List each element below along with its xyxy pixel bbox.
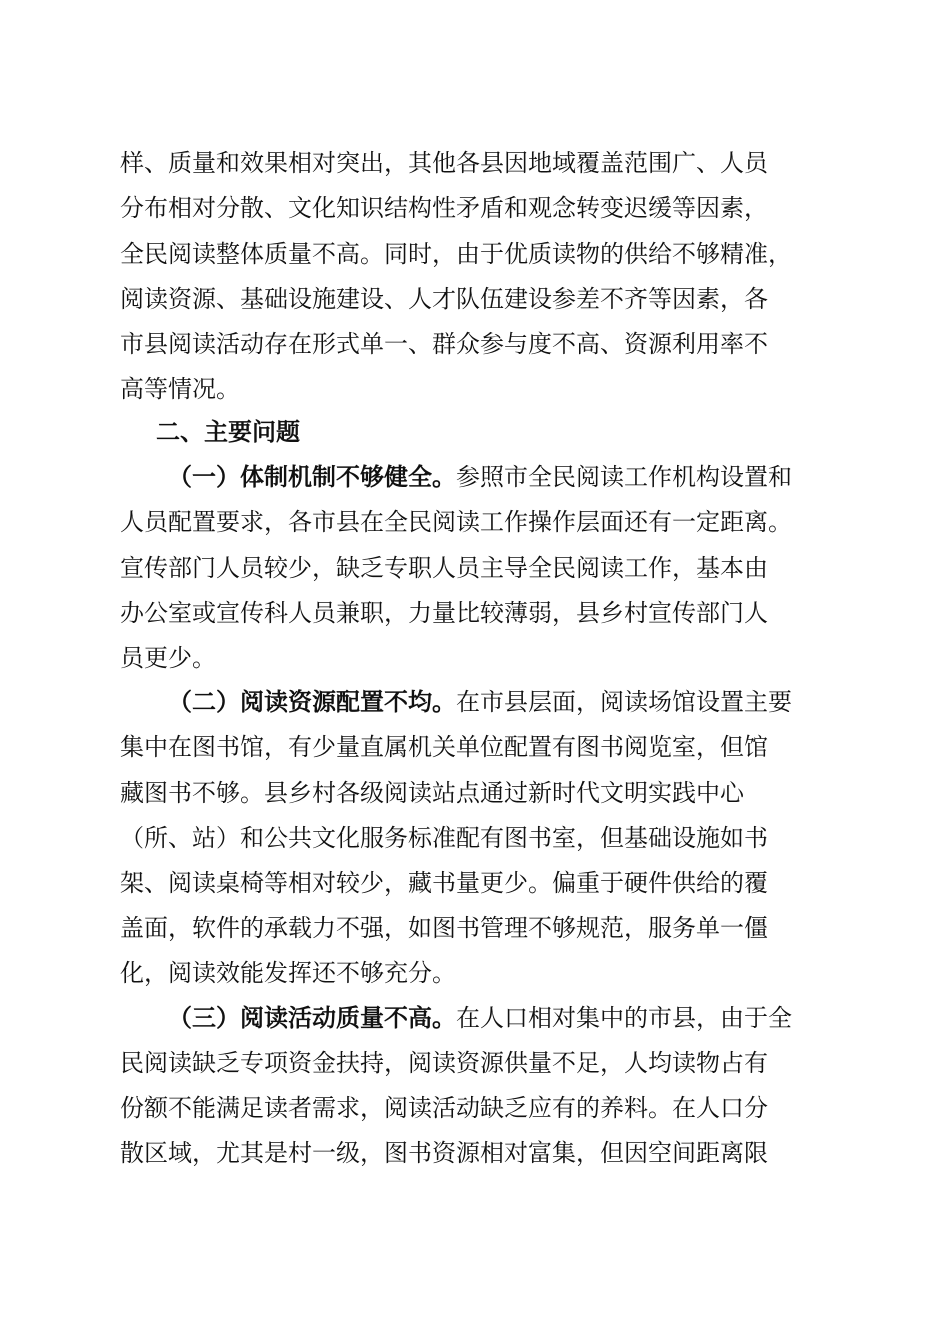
paragraph-first-line (168, 454, 830, 500)
paragraph-lead: （二）阅读资源配置不均。 (168, 688, 456, 716)
text-line: 分布相对分散、文化知识结构性矛盾和观念转变迟缓等因素， (120, 194, 768, 222)
paragraph-lead: （三）阅读活动质量不高。 (168, 1004, 456, 1032)
text-line: 市县阅读活动存在形式单一、群众参与度不高、资源利用率不 (120, 330, 768, 358)
text-line: 样、质量和效果相对突出，其他各县因地域覆盖范围广、人员 (120, 149, 768, 177)
text-line: 散区域，尤其是村一级，图书资源相对富集，但因空间距离限 (120, 1139, 768, 1167)
paragraph-text: 在市县层面，阅读场馆设置主要 (456, 688, 792, 716)
text-line: 高等情况。 (120, 375, 240, 403)
paragraph-first-line (168, 679, 830, 725)
paragraph-first-line (168, 995, 830, 1041)
paragraph-text: 在人口相对集中的市县，由于全 (456, 1004, 792, 1032)
section-heading: 二、主要问题 (156, 418, 300, 446)
paragraph-text: 参照市全民阅读工作机构设置和 (456, 463, 792, 491)
text-line: 人员配置要求，各市县在全民阅读工作操作层面还有一定距离。 (120, 508, 792, 536)
text-line: 宣传部门人员较少，缺乏专职人员主导全民阅读工作，基本由 (120, 554, 768, 582)
text-line: 阅读资源、基础设施建设、人才队伍建设参差不齐等因素，各 (120, 285, 768, 313)
text-line: 架、阅读桌椅等相对较少，藏书量更少。偏重于硬件供给的覆 (120, 869, 768, 897)
text-line: 全民阅读整体质量不高。同时，由于优质读物的供给不够精准， (120, 240, 792, 268)
text-line: （所、站）和公共文化服务标准配有图书室，但基础设施如书 (120, 824, 768, 852)
text-line: 民阅读缺乏专项资金扶持，阅读资源供量不足，人均读物占有 (120, 1049, 768, 1077)
text-line: 盖面，软件的承载力不强，如图书管理不够规范，服务单一僵 (120, 914, 768, 942)
text-line: 藏图书不够。县乡村各级阅读站点通过新时代文明实践中心 (120, 779, 744, 807)
text-line: 化，阅读效能发挥还不够充分。 (120, 959, 456, 987)
text-line: 份额不能满足读者需求，阅读活动缺乏应有的养料。在人口分 (120, 1094, 768, 1122)
text-line: 办公室或宣传科人员兼职，力量比较薄弱，县乡村宣传部门人 (120, 599, 768, 627)
paragraph-lead: （一）体制机制不够健全。 (168, 463, 456, 491)
text-line: 员更少。 (120, 644, 216, 672)
text-line: 集中在图书馆，有少量直属机关单位配置有图书阅览室，但馆 (120, 733, 768, 761)
